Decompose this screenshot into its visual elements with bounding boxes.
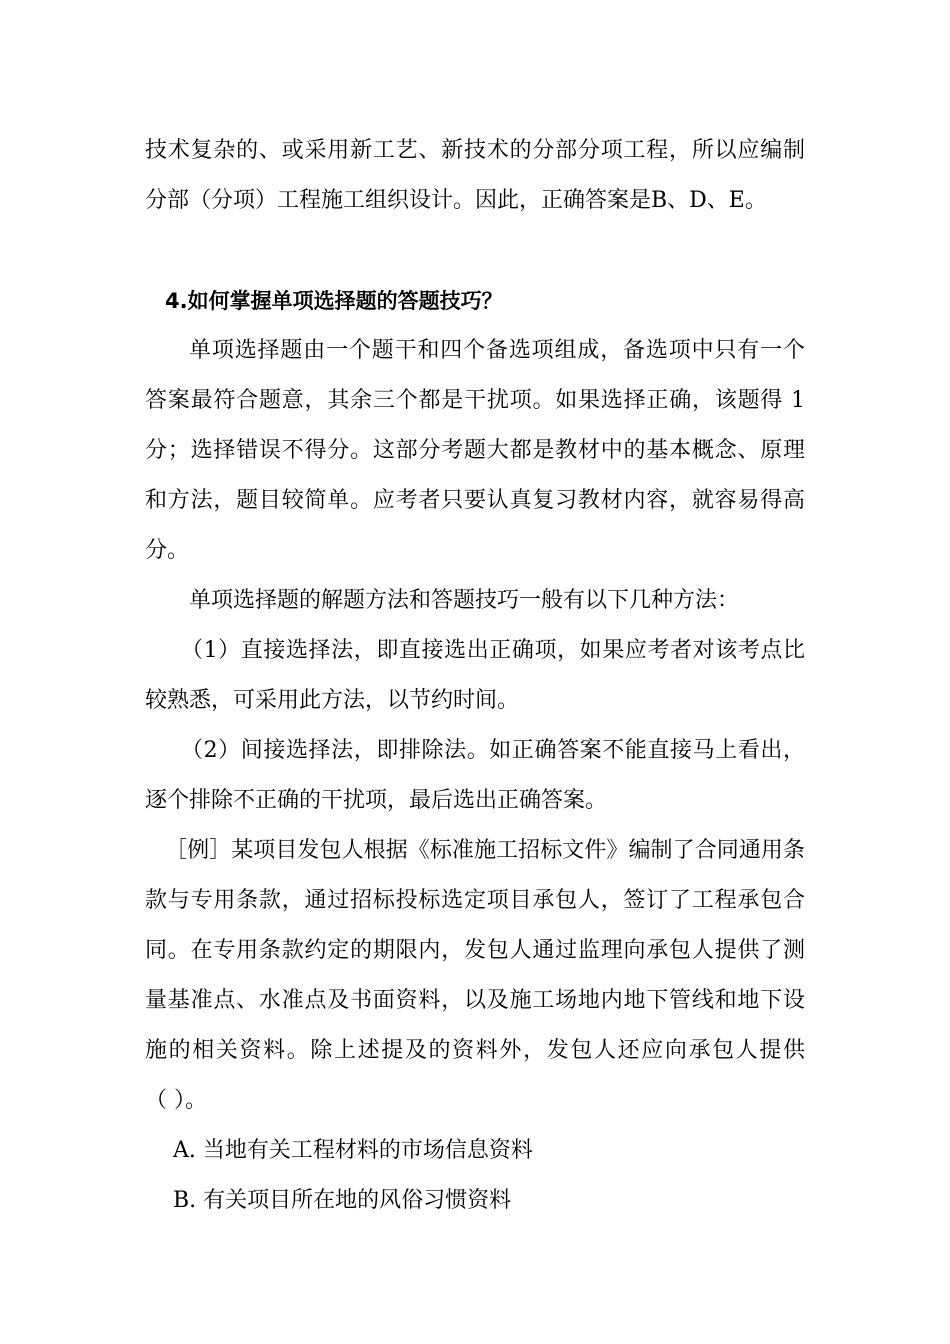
list-item-line: 逐个排除不正确的干扰项，最后选出正确答案。 — [145, 788, 608, 813]
example-line: 量基准点、水准点及书面资料，以及施工场地内地下管线和地下设 — [145, 988, 805, 1013]
paragraph-line: 分；选择错误不得分。这部分考题大都是教材中的基本概念、原理 — [145, 438, 805, 463]
paragraph-line: 答案最符合题意，其余三个都是干扰项。如果选择正确，该题得 1 — [145, 388, 805, 413]
section-heading: 4.如何掌握单项选择题的答题技巧？ — [165, 289, 503, 313]
example-line: 同。在专用条款约定的期限内，发包人通过监理向承包人提供了测 — [145, 938, 805, 963]
example-line: 施的相关资料。除上述提及的资料外，发包人还应向承包人提供 — [145, 1038, 805, 1063]
paragraph-line: 分部（分项）工程施工组织设计。因此，正确答案是B、D、E。 — [145, 188, 767, 213]
example-line: ［例］某项目发包人根据《标准施工招标文件》编制了合同通用条 — [165, 838, 805, 863]
paragraph-line: 和方法，题目较简单。应考者只要认真复习教材内容，就容易得高 — [145, 488, 805, 513]
list-item-line: （1）直接选择法，即直接选出正确项，如果应考者对该考点比 — [181, 638, 805, 663]
list-item-line: （2）间接选择法，即排除法。如正确答案不能直接马上看出， — [181, 738, 805, 763]
option-a: A. 当地有关工程材料的市场信息资料 — [173, 1138, 533, 1163]
paragraph-line: 分。 — [145, 538, 190, 563]
paragraph-line: 技术复杂的、或采用新工艺、新技术的分部分项工程，所以应编制 — [145, 138, 805, 163]
example-line: 款与专用条款，通过招标投标选定项目承包人，签订了工程承包合 — [145, 888, 805, 913]
example-line: （ ）。 — [145, 1088, 207, 1113]
paragraph-line: 单项选择题的解题方法和答题技巧一般有以下几种方法： — [189, 588, 740, 613]
list-item-line: 较熟悉，可采用此方法，以节约时间。 — [145, 688, 520, 713]
paragraph-line: 单项选择题由一个题干和四个备选项组成，备选项中只有一个 — [189, 338, 805, 363]
option-b: B. 有关项目所在地的风俗习惯资料 — [173, 1188, 512, 1213]
